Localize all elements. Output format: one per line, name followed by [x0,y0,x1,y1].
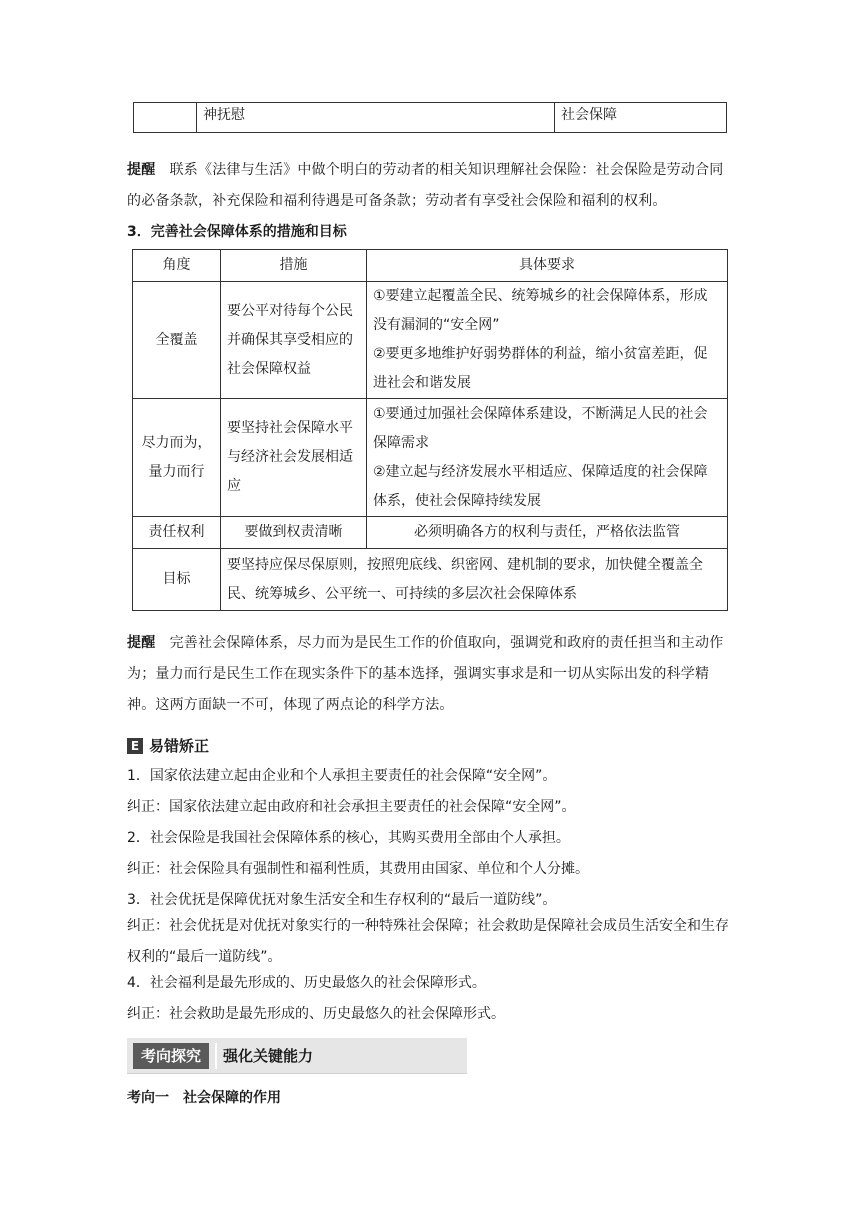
top-table-fragment [133,102,727,133]
tip-paragraph-1 [127,155,737,217]
error-correction-heading [127,735,209,756]
error-statement-1: 1．国家依法建立起由企业和个人承担主要责任的社会保障“安全网”。 [127,768,557,784]
section-banner [127,1038,467,1073]
row1-req-2: ②要更多地维护好弱势群体的利益，缩小贫富差距，促进社会和谐发展 [373,346,708,391]
error-correction-icon: E [127,738,143,754]
measures-table [132,249,728,611]
error-statement-4: 4．社会福利是最先形成的、历史最悠久的社会保障形式。 [127,975,486,991]
tip-text: 完善社会保障体系，尽力而为是民生工作的价值取向，强调党和政府的责任担当和主动作为；量力而行是民生工作在现实条件下的基本选择，强调实事求是和一切从实际出发的科学精神。这两方面缺一不可，体现了两点论的科学方法。 [127,635,724,713]
header-angle: 角度 [133,250,221,282]
error-fix-2: 纠正：社会保险具有强制性和福利性质，其费用由国家、单位和个人分摊。 [127,861,589,877]
row3-angle: 责任权利 [133,517,221,549]
section-title: 3．完善社会保障体系的措施和目标 [127,224,347,240]
row3-measure: 要做到权责清晰 [221,517,367,549]
tip-label: 提醒 [127,635,156,651]
error-fix-1: 纠正：国家依法建立起由政府和社会承担主要责任的社会保障“安全网”。 [127,799,576,815]
row4-goal: 要坚持应保尽保原则，按照兜底线、织密网、建机制的要求，加快健全覆盖全民、统筹城乡、公平统一、可持续的多层次社会保障体系 [221,549,728,611]
banner-left-label: 考向探究 [133,1043,209,1069]
header-measure: 措施 [221,250,367,282]
top-table-cell-right: 社会保障 [555,103,727,133]
tip-paragraph-2 [127,628,737,721]
top-table-cell-empty [134,103,197,133]
error-statement-2: 2．社会保险是我国社会保障体系的核心，其购买费用全部由个人承担。 [127,830,570,846]
row2-req-2: ②建立起与经济发展水平相适应、保障适度的社会保障体系，使社会保障持续发展 [373,463,708,509]
direction-heading: 考向一 社会保障的作用 [127,1090,281,1106]
error-statement-3: 3．社会优抚是保障优抚对象生活安全和生存权利的“最后一道防线”。 [127,892,557,908]
tip-text: 联系《法律与生活》中做个明白的劳动者的相关知识理解社会保险：社会保险是劳动合同的必备条款，补充保险和福利待遇是可备条款；劳动者有享受社会保险和福利的权利。 [127,162,724,209]
row1-measure: 要公平对待每个公民并确保其享受相应的社会保障权益 [221,282,367,399]
header-requirement: 具体要求 [367,250,728,282]
top-table-cell-mid: 神抚慰 [197,103,555,133]
row3-requirement: 必须明确各方的权利与责任，严格依法监管 [367,517,728,549]
row1-requirements [367,282,728,399]
row1-angle: 全覆盖 [133,282,221,399]
tip-label: 提醒 [127,162,156,178]
banner-right-label: 强化关键能力 [215,1043,319,1069]
row2-requirements [367,399,728,517]
error-fix-4: 纠正：社会救助是最先形成的、历史最悠久的社会保障形式。 [127,1006,505,1022]
row2-angle: 尽力而为，量力而行 [133,399,221,517]
row4-angle: 目标 [133,549,221,611]
row1-req-1: ①要建立起覆盖全民、统筹城乡的社会保障体系，形成没有漏洞的“安全网” [373,288,708,333]
error-fix-3: 纠正：社会优抚是对优抚对象实行的一种特殊社会保障；社会救助是保障社会成员生活安全和生存权利的“最后一道防线”。 [127,918,729,965]
row2-req-1: ①要通过加强社会保障体系建设，不断满足人民的社会保障需求 [373,405,708,451]
row2-measure: 要坚持社会保障水平与经济社会发展相适应 [221,399,367,517]
error-correction-title: 易错矫正 [149,737,210,755]
